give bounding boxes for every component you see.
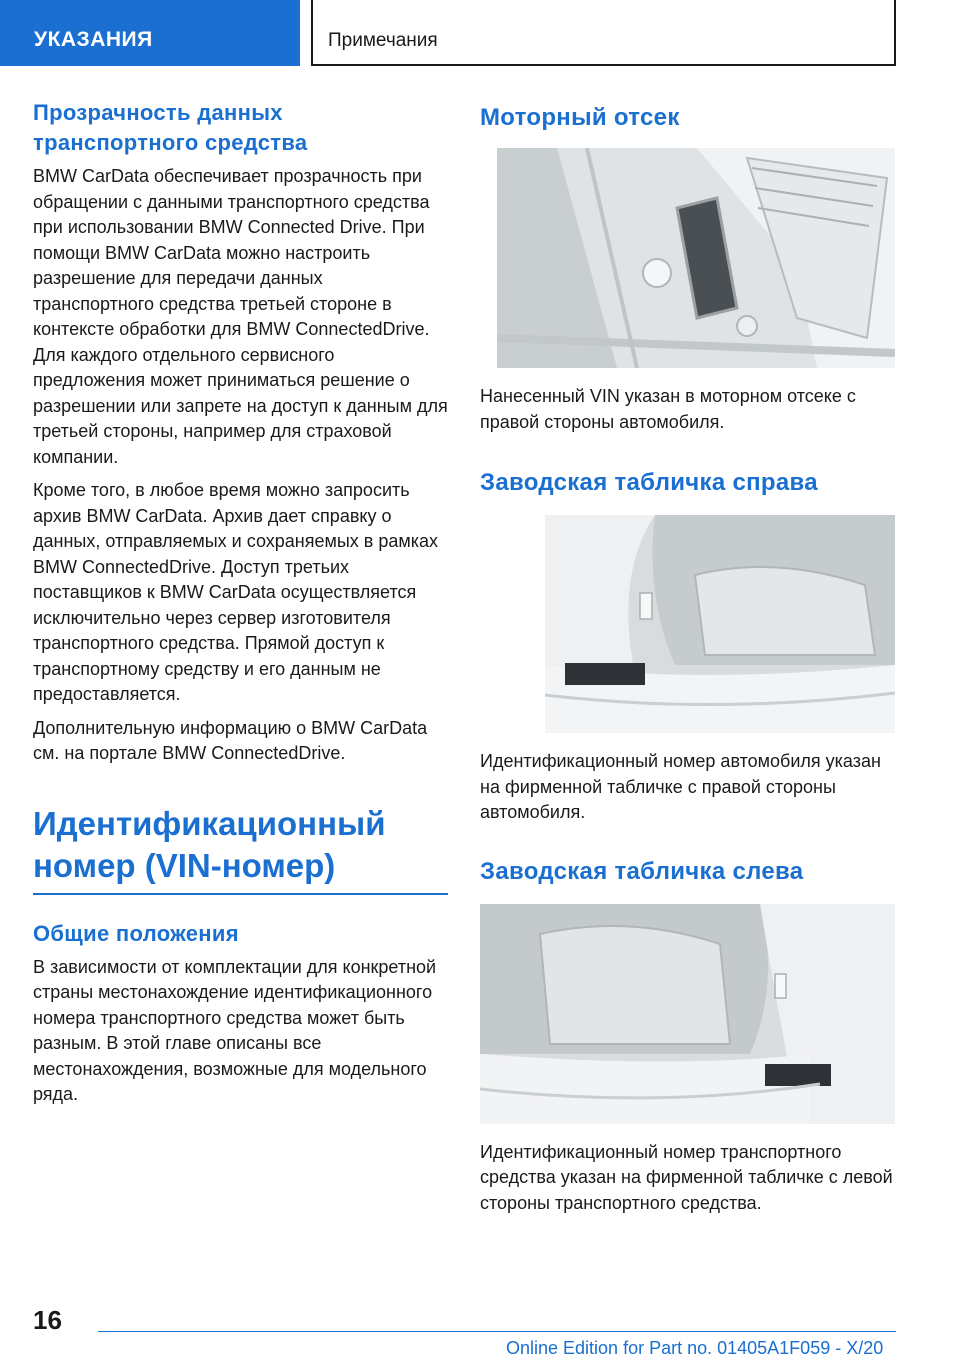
right-column: [480, 98, 895, 1216]
left-column: [33, 98, 448, 1108]
plate-right-photo: [545, 515, 895, 733]
plate-left-caption: Идентификационный номер транспортного средства указан на фирменной табличке с левой стороны транспортного средства.: [480, 1141, 893, 1213]
subsection-label: Примечания: [328, 30, 438, 51]
engine-bay-illustration: [497, 148, 895, 368]
engine-bay-photo: [497, 148, 895, 368]
section-tab: [0, 0, 300, 66]
engine-heading: Моторный отсек: [480, 104, 680, 131]
vin-heading: Идентификационный номер (VIN-номер): [33, 804, 386, 884]
edition-footer: Online Edition for Part no. 01405A1F059 - X/20: [506, 1338, 884, 1358]
transparency-paragraph-3: Дополнительную информацию о BMW CarData см. на портале BMW ConnectedDrive.: [33, 717, 428, 763]
plate-left-heading: Заводская табличка слева: [480, 857, 804, 885]
transparency-heading: Прозрачность данных транспортного средства: [33, 100, 308, 155]
general-heading: Общие положения: [33, 920, 239, 946]
plate-left-illustration: [480, 904, 895, 1124]
section-tab-label: УКАЗАНИЯ: [34, 28, 153, 51]
page-number: 16: [33, 1305, 62, 1335]
engine-caption: Нанесенный VIN указан в моторном отсеке с правой стороны автомобиля.: [480, 386, 856, 432]
footer-rule: [98, 1331, 896, 1332]
general-paragraph: В зависимости от комплектации для конкретной страны местонахождение идентификационного номера транспортного средства может быть разным. В этой главе описаны все местонахождения, возможные для модельного ряда.: [33, 956, 437, 1104]
plate-right-heading: Заводская табличка справа: [480, 469, 818, 496]
plate-right-illustration: [545, 515, 895, 733]
transparency-paragraph-1: BMW CarData обеспечивает прозрачность при обращении с данными транспортного средства при использовании BMW Connected Drive. При помощи BMW CarData можно настроить разрешение для передачи данных транспортного средства третьей стороне в контексте обработки для BMW ConnectedDrive. Для каждого отдельного сервисного предложения может приниматься решение о разрешении или запрете на доступ к данным для третьей стороны, например для страховой компании.: [33, 166, 448, 467]
transparency-paragraph-2: Кроме того, в любое время можно запросить архив BMW CarData. Архив дает справку о данных, отправляемых и сохраняемых в рамках BMW ConnectedDrive. Доступ третьих поставщиков к BMW CarData осуществляется исключительно через сервер изготовителя транспортного средства. Прямой доступ к транспортному средству и его данным не предоставляется.: [33, 480, 439, 704]
plate-right-caption: Идентификационный номер автомобиля указан на фирменной табличке с правой стороны автомобиля.: [480, 751, 881, 822]
heading-rule: [33, 893, 448, 895]
subsection-header: [311, 0, 896, 66]
plate-left-photo: [480, 904, 895, 1124]
